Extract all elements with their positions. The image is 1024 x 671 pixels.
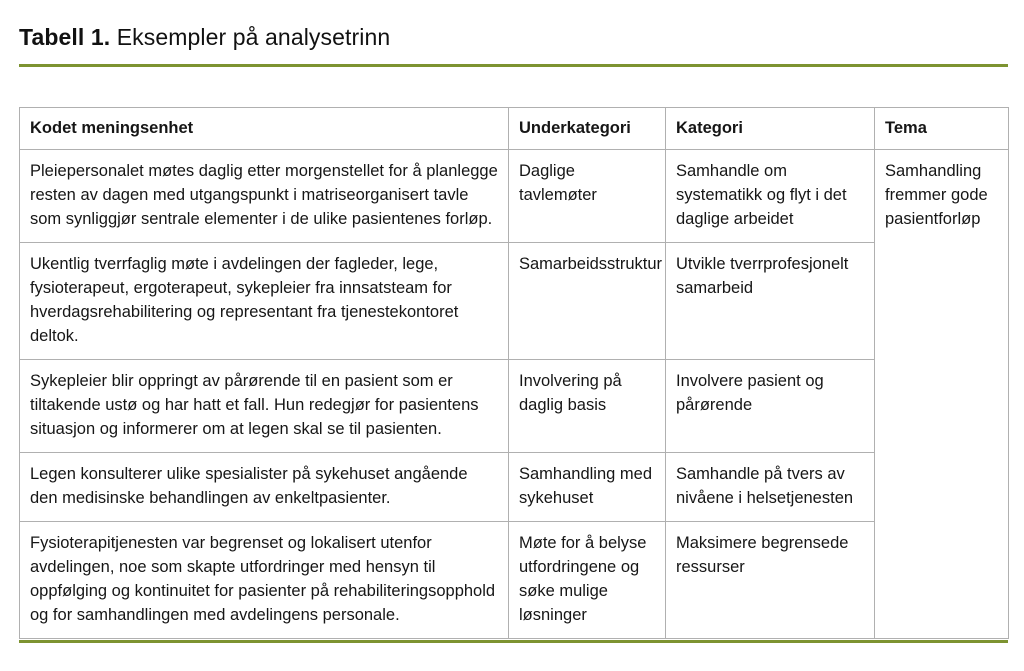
cell-meningsenhet: Ukentlig tverrfaglig møte i avdelingen der fagleder, lege, fysioterapeut, ergoterapeut, sykepleier fra innsatsteam for hverdagsrehabilitering og representant fra tjenestekontoret deltok. — [20, 243, 509, 360]
table-row — [20, 360, 1009, 453]
cell-underkategori: Involvering på daglig basis — [509, 360, 666, 453]
cell-meningsenhet: Legen konsulterer ulike spesialister på sykehuset angående den medisinske behandlingen av enkeltpasienter. — [20, 453, 509, 522]
column-header-meningsenhet: Kodet meningsenhet — [20, 108, 509, 150]
cell-kategori: Utvikle tverrprofesjonelt samarbeid — [666, 243, 875, 360]
cell-underkategori: Daglige tavlemøter — [509, 150, 666, 243]
cell-meningsenhet: Sykepleier blir oppringt av pårørende til en pasient som er tiltakende ustø og har hatt et fall. Hun redegjør for pasientens situasjon og informerer om at legen skal se til pasienten. — [20, 360, 509, 453]
cell-underkategori: Samarbeidsstruktur — [509, 243, 666, 360]
table-row — [20, 150, 1009, 243]
cell-underkategori: Møte for å belyse utfordringene og søke mulige løsninger — [509, 522, 666, 639]
cell-meningsenhet: Pleiepersonalet møtes daglig etter morgenstellet for å planlegge resten av dagen med utgangspunkt i matriseorganisert tavle som synliggjør sentrale elementer i de ulike pasientenes forløp. — [20, 150, 509, 243]
cell-underkategori: Samhandling med sykehuset — [509, 453, 666, 522]
bottom-rule-divider — [19, 640, 1008, 643]
column-header-underkategori: Underkategori — [509, 108, 666, 150]
table-header-row — [20, 108, 1009, 150]
column-header-kategori: Kategori — [666, 108, 875, 150]
top-rule-divider — [19, 64, 1008, 67]
table-row — [20, 243, 1009, 360]
table-body — [20, 150, 1009, 639]
cell-tema: Samhandling fremmer gode pasientforløp — [875, 150, 1009, 639]
cell-kategori: Involvere pasient og pårørende — [666, 360, 875, 453]
cell-meningsenhet: Fysioterapitjenesten var begrenset og lokalisert utenfor avdelingen, noe som skapte utfordringer med hensyn til oppfølging og kontinuitet for pasienter på rehabiliteringsopphold og for samhandlingen med avdelingens personale. — [20, 522, 509, 639]
table-row — [20, 522, 1009, 639]
table-caption — [19, 22, 390, 52]
cell-kategori: Maksimere begrensede ressurser — [666, 522, 875, 639]
analysis-table — [19, 107, 1009, 639]
cell-kategori: Samhandle om systematikk og flyt i det daglige arbeidet — [666, 150, 875, 243]
column-header-tema: Tema — [875, 108, 1009, 150]
analysis-table-wrapper — [19, 107, 1008, 639]
caption-label: Tabell 1. — [19, 24, 111, 50]
table-row — [20, 453, 1009, 522]
cell-kategori: Samhandle på tvers av nivåene i helsetjenesten — [666, 453, 875, 522]
caption-text: Eksempler på analysetrinn — [110, 24, 391, 50]
table-head — [20, 108, 1009, 150]
